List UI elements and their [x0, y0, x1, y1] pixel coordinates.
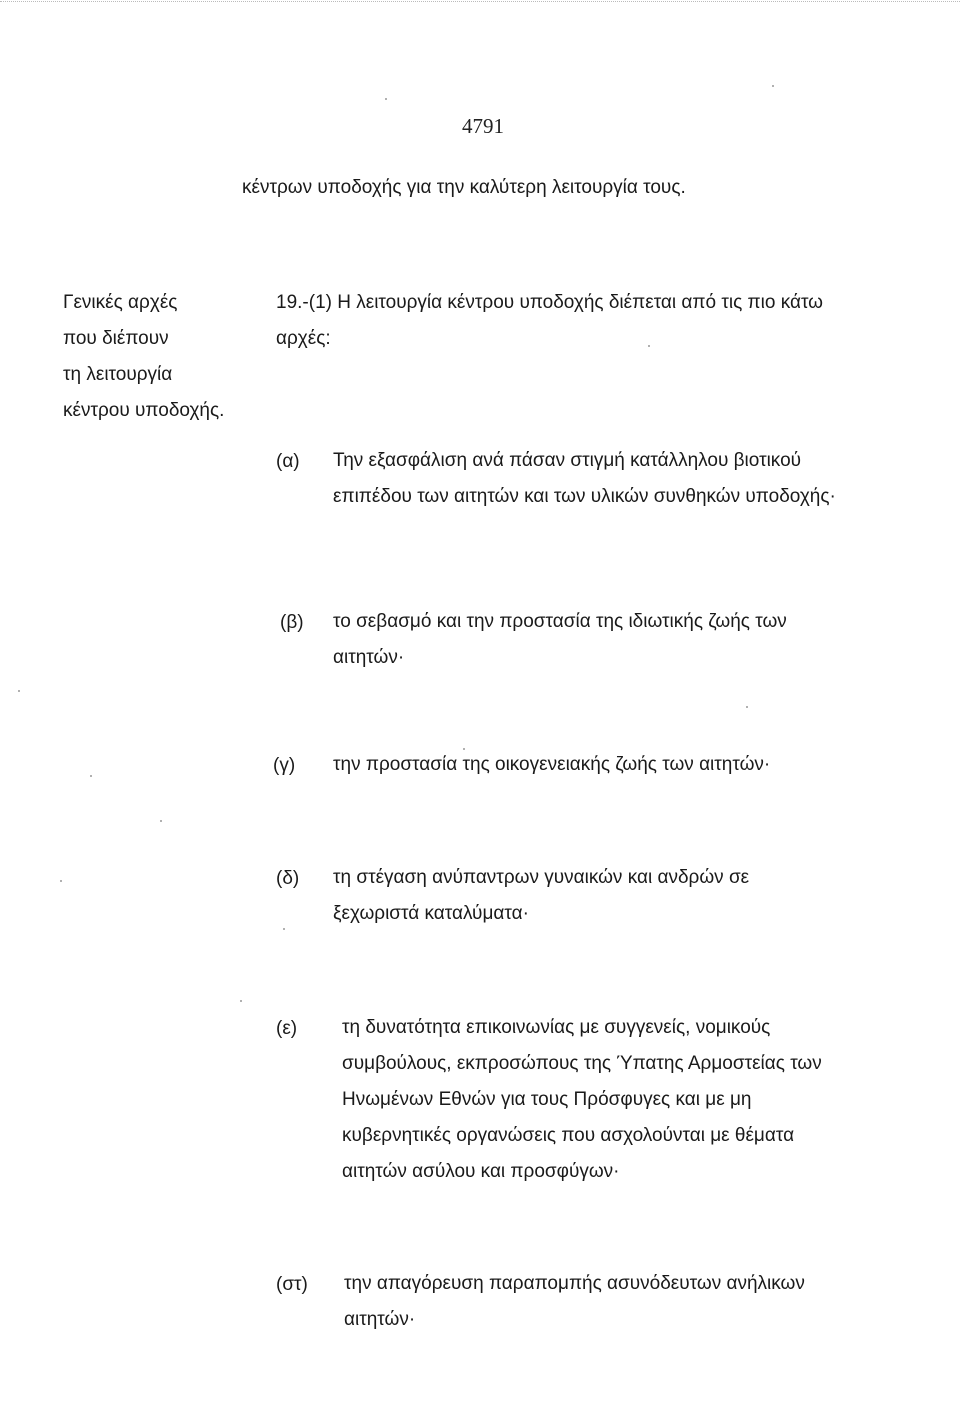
item-line: συμβούλους, εκπροσώπους της Ύπατης Αρμοστείας των	[342, 1053, 822, 1074]
item-line: την απαγόρευση παραπομπής ασυνόδευτων ανήλικων	[344, 1273, 805, 1294]
item-text-b	[333, 604, 787, 676]
item-text-a	[333, 443, 836, 515]
margin-note-line: κέντρου υποδοχής.	[63, 400, 225, 421]
scan-speck	[746, 706, 748, 708]
scan-speck	[648, 345, 650, 347]
item-label-a: (α)	[276, 451, 300, 472]
margin-note	[63, 285, 224, 429]
item-text-f	[344, 1266, 805, 1338]
margin-note-line: Γενικές αρχές	[63, 292, 178, 313]
item-text-c	[333, 747, 770, 783]
item-label-e: (ε)	[276, 1018, 298, 1039]
item-line: την προστασία της οικογενειακής ζωής των αιτητών·	[333, 754, 771, 775]
page-number: 4791	[462, 114, 504, 138]
item-text-d	[333, 860, 749, 932]
continuation-line: κέντρων υποδοχής για την καλύτερη λειτουργία τους.	[242, 177, 686, 198]
scan-speck	[283, 928, 285, 930]
item-line: αιτητών·	[333, 647, 405, 668]
item-label-f: (στ)	[276, 1274, 308, 1295]
item-line: ξεχωριστά καταλύματα·	[333, 903, 529, 924]
item-label-d: (δ)	[276, 868, 300, 889]
section-19-heading	[276, 285, 823, 357]
scan-speck	[240, 1000, 242, 1002]
scan-speck	[60, 880, 62, 882]
margin-note-line: τη λειτουργία	[63, 364, 173, 385]
item-text-e	[342, 1010, 822, 1190]
item-label-c: (γ)	[273, 755, 296, 776]
top-scan-edge	[0, 1, 960, 2]
scan-speck	[772, 85, 774, 87]
item-line: τη στέγαση ανύπαντρων γυναικών και ανδρών σε	[333, 867, 750, 888]
scan-speck	[18, 690, 20, 692]
margin-note-line: που διέπουν	[63, 328, 169, 349]
item-line: κυβερνητικές οργανώσεις που ασχολούνται με θέματα	[342, 1125, 795, 1146]
item-line: αιτητών ασύλου και προσφύγων·	[342, 1161, 620, 1182]
scan-speck	[385, 98, 387, 100]
item-label-b: (β)	[280, 612, 304, 633]
item-line: τη δυνατότητα επικοινωνίας με συγγενείς, νομικούς	[342, 1017, 771, 1038]
item-line: Ηνωμένων Εθνών για τους Πρόσφυγες και με μη	[342, 1089, 752, 1110]
item-line: αιτητών·	[344, 1309, 416, 1330]
section-line: 19.-(1) Η λειτουργία κέντρου υποδοχής διέπεται από τις πιο κάτω	[276, 292, 824, 313]
scan-speck	[160, 820, 162, 822]
item-line: επιπέδου των αιτητών και των υλικών συνθηκών υποδοχής·	[333, 486, 836, 507]
scan-speck	[463, 748, 465, 750]
item-line: το σεβασμό και την προστασία της ιδιωτικής ζωής των	[333, 611, 787, 632]
section-line: αρχές:	[276, 328, 331, 349]
item-line: Την εξασφάλιση ανά πάσαν στιγμή κατάλληλου βιοτικού	[333, 450, 802, 471]
scan-speck	[90, 775, 92, 777]
